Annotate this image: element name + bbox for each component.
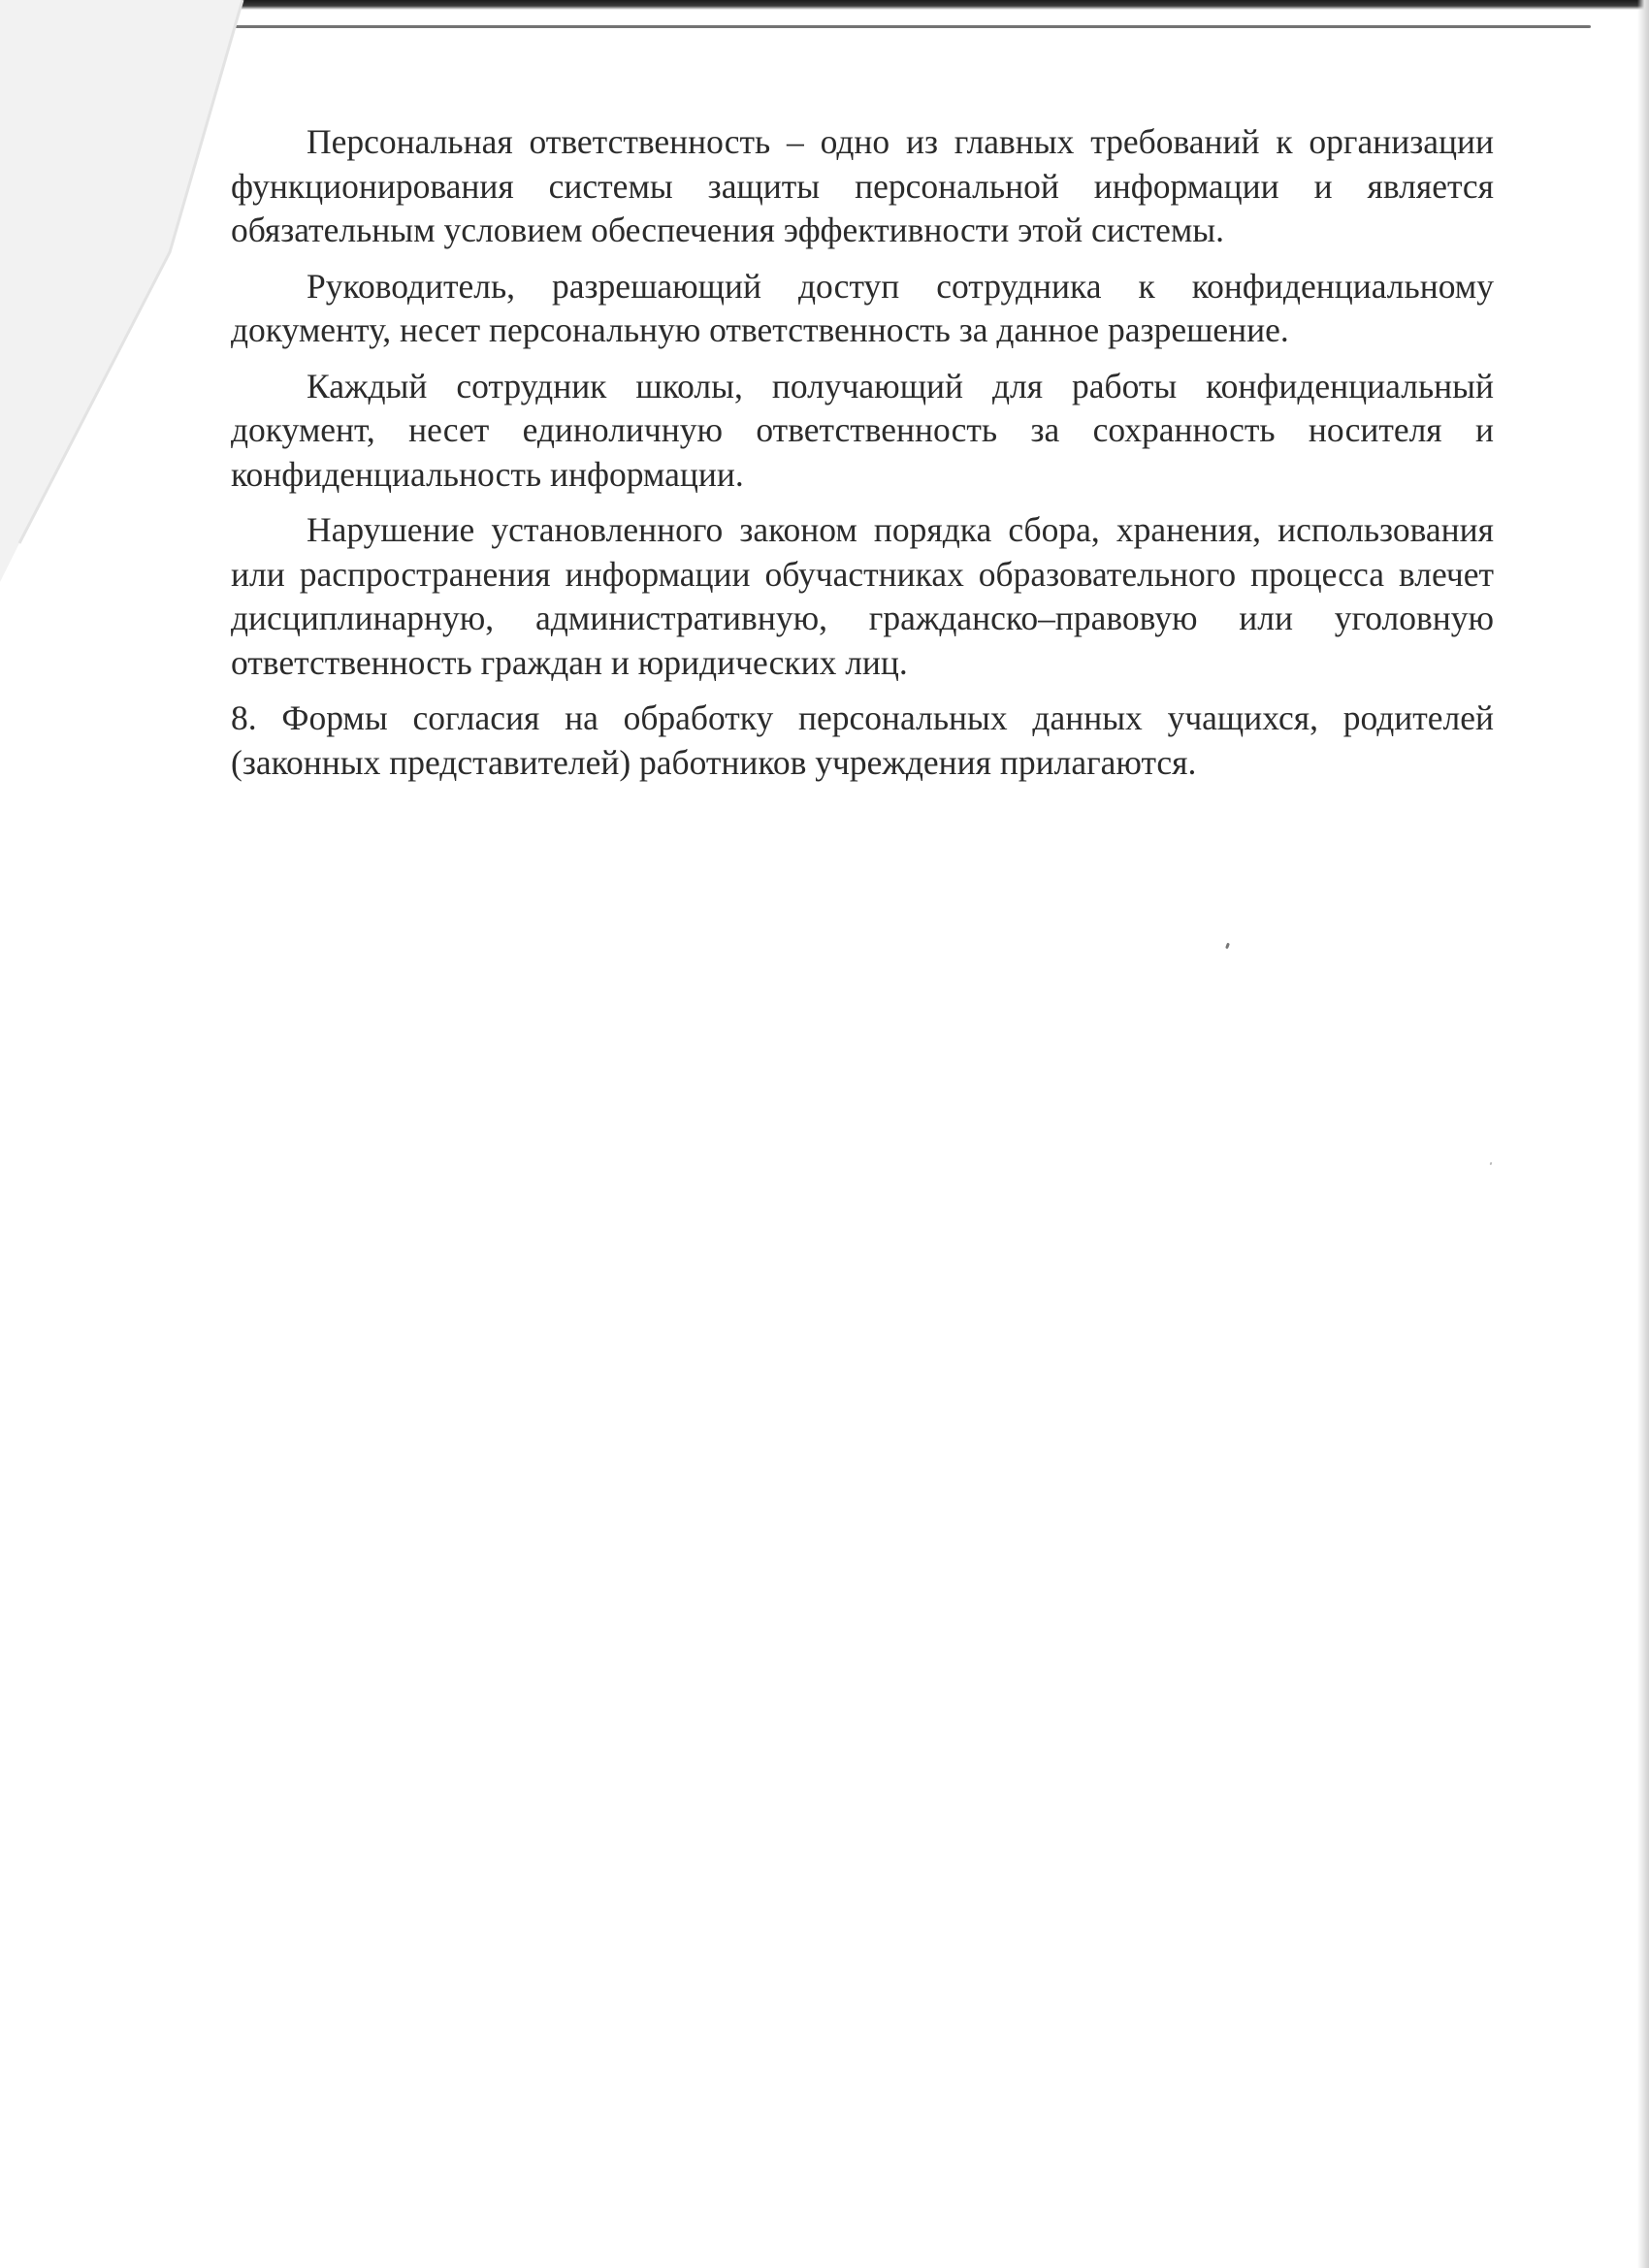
paragraph-consent-forms: 8. Формы согласия на обработку персональных данных учащихся, родителей (законных представителей) работников учреждения прилагаются. [231,698,1494,782]
scan-speck [1225,943,1230,950]
fold-shade [0,0,242,582]
paragraph-manager-responsibility: Руководитель, разрешающий доступ сотрудника к конфиденциальному документу, несет персональную ответственность за данное разрешение. [231,266,1494,349]
paragraph-personal-responsibility: Персональная ответственность – одно из главных требований к организации функционирования системы защиты персональной информации и является обязательным условием обеспечения эффективности этой системы. [231,122,1494,249]
paragraph-employee-responsibility: Каждый сотрудник школы, получающий для работы конфиденциальный документ, несет единоличную ответственность за сохранность носителя и конфиденциальность информации. [231,366,1494,494]
scan-speck [1490,1162,1493,1166]
scan-right-edge [1637,0,1649,2268]
scan-top-rule [233,25,1591,28]
scan-left-fold [0,0,252,2268]
document-body [231,120,1494,796]
paragraph-violation-liability: Нарушение установленного законом порядка сбора, хранения, использования или распространения информации обучастниках образовательного процесса влечет дисциплинарную, административную, гражданско–правовую или уголовную ответственность граждан и юридических лиц. [231,510,1494,682]
